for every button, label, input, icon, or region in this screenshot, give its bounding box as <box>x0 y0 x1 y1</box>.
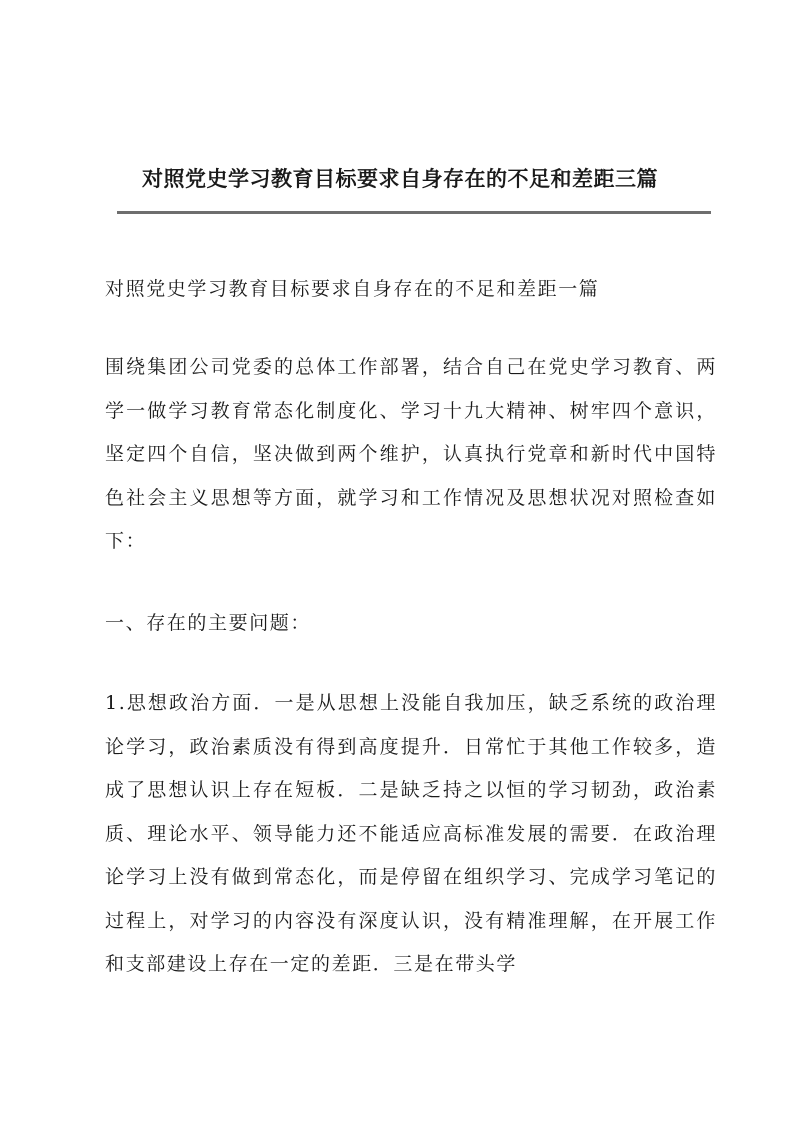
section-subtitle: 对照党史学习教育目标要求自身存在的不足和差距一篇 <box>105 278 600 300</box>
document-title: 对照党史学习教育目标要求自身存在的不足和差距三篇 <box>142 166 658 191</box>
intro-paragraph: 围绕集团公司党委的总体工作部署，结合自己在党史学习教育、两学一做学习教育常态化制度化、学习十九大精神、树牢四个意识，坚定四个自信，坚决做到两个维护，认真执行党章和新时代中国特色社会主义思想等方面，就学习和工作情况及思想状况对照检查如下： <box>105 356 717 552</box>
list-item-paragraph: 1.思想政治方面．一是从思想上没能自我加压，缺乏系统的政治理论学习，政治素质没有得到高度提升．日常忙于其他工作较多，造成了思想认识上存在短板．二是缺乏持之以恒的学习韧劲，政治素质、理论水平、领导能力还不能适应高标准发展的需要．在政治理论学习上没有做到常态化，而是停留在组织学习、完成学习笔记的过程上，对学习的内容没有深度认识，没有精准理解，在开展工作和支部建设上存在一定的差距．三是在带头学 <box>105 692 717 975</box>
section-heading: 一、存在的主要问题： <box>105 612 312 634</box>
title-underline <box>117 211 711 214</box>
